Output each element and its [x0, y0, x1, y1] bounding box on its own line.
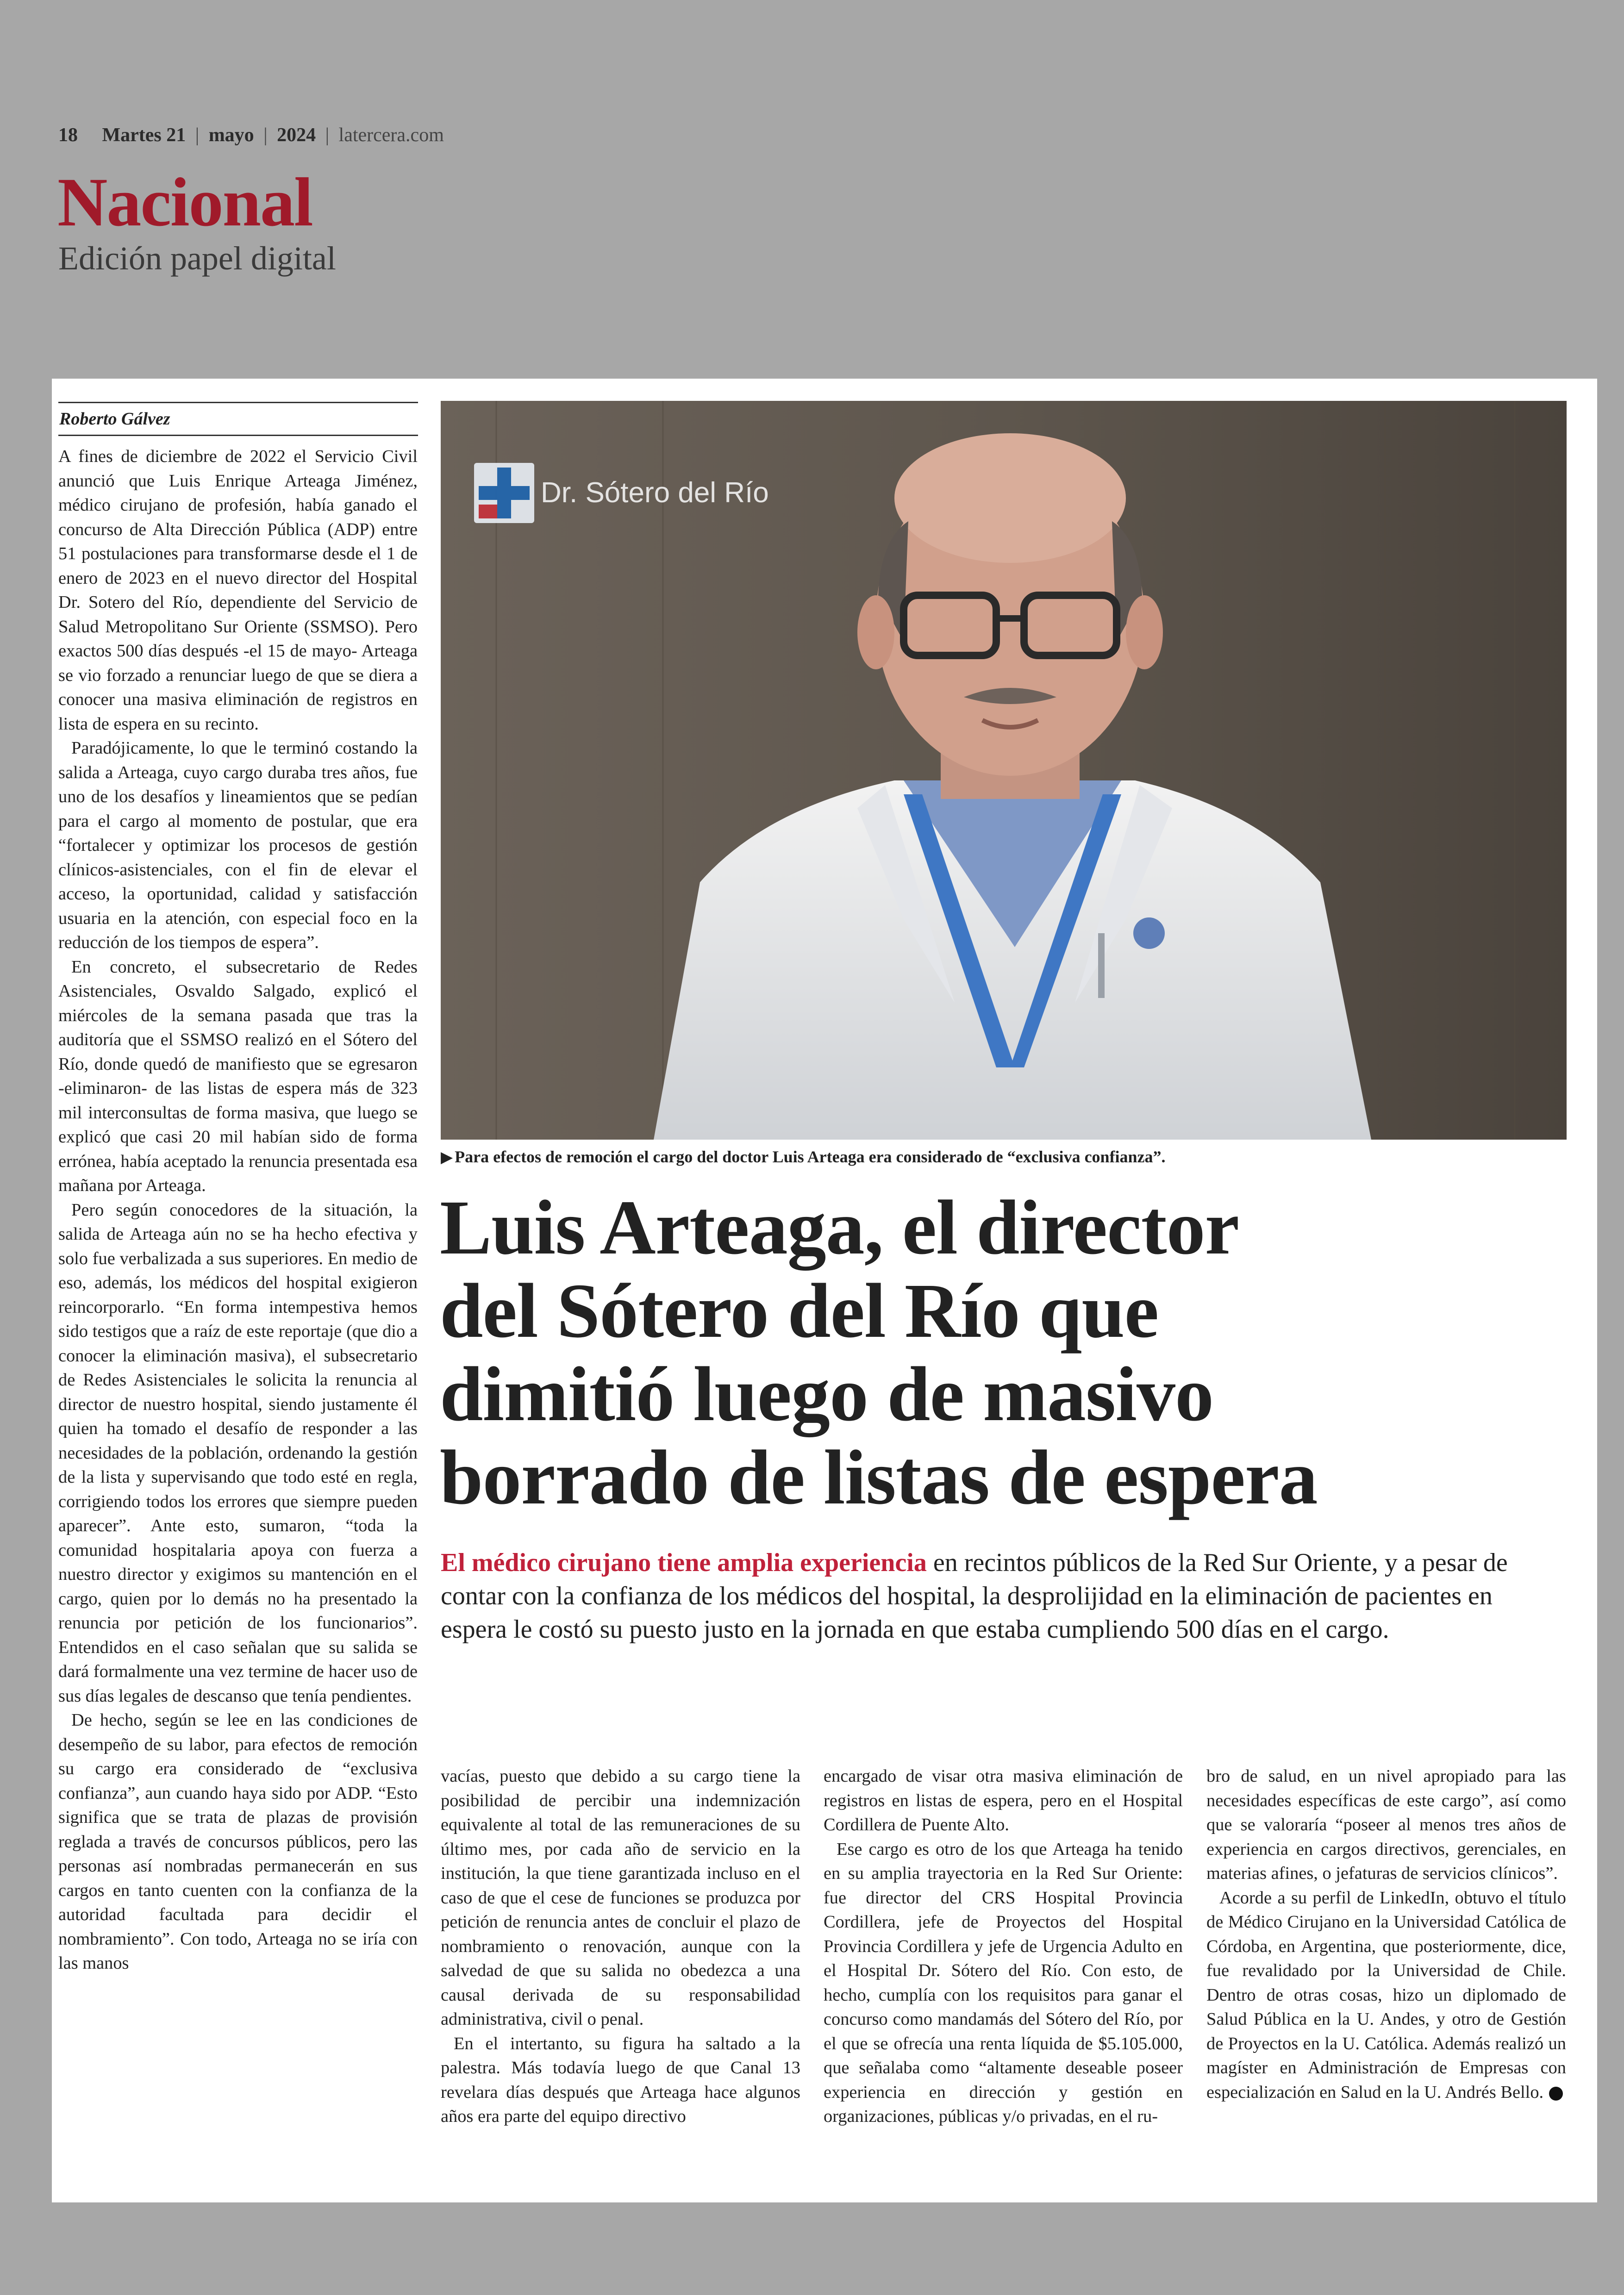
- paragraph: bro de salud, en un nivel apropiado para las necesidades específicas de este cargo”, así como que se valoraría “poseer al menos tres años de experiencia en cargos directivos, gerenciales, en materias afines, o jefaturas de servicios clínicos”.: [1206, 1766, 1566, 1883]
- paragraph: En el intertanto, su figura ha saltado a la palestra. Más todavía luego de que Canal 13 revelara días después que Arteaga hace algunos años era parte del equipo directivo: [441, 2033, 800, 2126]
- paragraph: En concreto, el subsecretario de Redes Asistenciales, Osvaldo Salgado, explicó el miércoles de la semana pasada que tras la auditoría que el SSMSO realizó en el Sótero del Río, donde quedó de manifiesto que se egresaron -eliminaron- de las listas de espera más de 323 mil interconsultas de forma masiva, que luego se explicó que casi 20 mil habían sido de forma errónea, había aceptado la renuncia presentada esa mañana por Arteaga.: [58, 957, 418, 1195]
- section-title: Nacional: [57, 164, 312, 241]
- separator: |: [195, 125, 200, 146]
- headline-line: dimitió luego de masivo: [440, 1351, 1214, 1437]
- body-column-3: [824, 1764, 1183, 2129]
- end-of-article-icon: [1549, 2087, 1563, 2101]
- body-column-4: [1206, 1764, 1566, 2104]
- headline-line: borrado de listas de espera: [440, 1434, 1318, 1521]
- date-year: 2024: [277, 125, 316, 146]
- date-weekday-day: Martes 21: [102, 125, 186, 146]
- hospital-logo-text: Dr. Sótero del Río: [541, 477, 769, 509]
- paragraph: Paradójicamente, lo que le terminó costando la salida a Arteaga, cuyo cargo duraba tres años, fue uno de los desafíos y lineamientos que se pedían para el cargo al momento de postular, que era “fortalecer y optimizar los procesos de gestión clínicos-asistenciales, con el fin de elevar el acceso, la oportunidad, calidad y satisfacción usuaria en la atención, con especial foco en la reducción de los tiempos de espera”.: [58, 738, 418, 952]
- date-month: mayo: [208, 125, 254, 146]
- body-column-1: [58, 444, 418, 1976]
- separator: |: [263, 125, 268, 146]
- paragraph: A fines de diciembre de 2022 el Servicio Civil anunció que Luis Enrique Arteaga Jiménez, médico cirujano de profesión, había ganado el concurso de Alta Dirección Pública (ADP) entre 51 postulaciones para transformarse desde el 1 de enero de 2023 en el nuevo director del Hospital Dr. Sotero del Río, dependiente del Servicio de Salud Metropolitano Sur Oriente (SSMSO). Pero exactos 500 días después -el 15 de mayo- Arteaga se vio forzado a renunciar luego de que se diera a conocer una masiva eliminación de registros en lista de espera en su recinto.: [58, 447, 418, 734]
- article-photo: [441, 401, 1567, 1140]
- separator: |: [325, 125, 330, 146]
- body-column-2: [441, 1764, 800, 2129]
- photo-caption: [441, 1147, 1567, 1166]
- headline-line: Luis Arteaga, el director: [440, 1185, 1239, 1271]
- headline: [440, 1186, 1569, 1519]
- site-name: latercera.com: [338, 125, 444, 146]
- paragraph: vacías, puesto que debido a su cargo tiene la posibilidad de percibir una indemnización equivalente al total de las remuneraciones de su último mes, por cada año de servicio en la institución, la que tiene garantizada incluso en el caso de que el cese de funciones se produzca por petición de renuncia antes de concluir el plazo de nombramiento o renovación, aunque con la salvedad de que su salida no obedezca a una causal derivada de su responsabilidad administrativa, civil o penal.: [441, 1766, 800, 2029]
- paragraph: Pero según conocedores de la situación, la salida de Arteaga aún no se ha hecho efectiva y solo fue verbalizada a sus superiores. En medio de eso, además, los médicos del hospital exigieron reincorporarlo. “En forma intempestiva hemos sido testigos que a raíz de este reportaje (que dio a conocer la eliminación masiva), el subsecretario de Redes Asistenciales le solicita la renuncia al director de nuestro hospital, siendo justamente él quien ha tomado el desafío de responder a las necesidades de la población, ordenando la gestión de la lista y supervisando que todo esté en regla, corrigiendo todos los errores que siempre pueden aparecer”. Ante esto, sumaron, “toda la comunidad hospitalaria apoya con fuerza a nuestro director y exigimos su mantención en el cargo, quien por lo demás no ha presentado la renuncia por petición de los funcionarios”. Entendidos en el caso señalan que su salida se dará formalmente una vez termine de hacer uso de sus días legales de descanso que tenía pendientes.: [58, 1200, 418, 1706]
- caption-marker-icon: ▶: [441, 1149, 453, 1166]
- page-number: 18: [58, 125, 78, 146]
- deck-lead: El médico cirujano tiene amplia experiencia: [441, 1548, 927, 1577]
- paragraph-text: Acorde a su perfil de LinkedIn, obtuvo el título de Médico Cirujano en la Universidad Católica de Córdoba, en Argentina, que posteriormente, dice, fue revalidado por la Universidad de Chile. Dentro de otras cosas, hizo un diplomado de Salud Pública en la U. Andes, y otro de Gestión de Proyectos en la U. Católica. Además realizó un magíster en Administración de Empresas con especialización en Salud en la U. Andrés Bello.: [1206, 1888, 1566, 2102]
- paragraph: Ese cargo es otro de los que Arteaga ha tenido en su amplia trayectoria en la Red Sur Oriente: fue director del CRS Hospital Provincia Cordillera, jefe de Proyectos del Hospital Provincia Cordillera y jefe de Urgencia Adulto en el Hospital Dr. Sótero del Río. Con esto, de hecho, cumplía con los requisitos para ganar el concurso como mandamás del Sótero del Río, por el que se ofrecía una renta líquida de $5.105.000, que señalaba como “altamente deseable poseer experiencia en dirección y gestión en organizaciones, públicas y/o privadas, en el ru-: [824, 1839, 1183, 2126]
- caption-text: Para efectos de remoción el cargo del doctor Luis Arteaga era considerado de “exclusiva confianza”.: [455, 1148, 1166, 1166]
- byline: Roberto Gálvez: [58, 402, 418, 436]
- paragraph: De hecho, según se lee en las condiciones de desempeño de su labor, para efectos de remoción su cargo era considerado de “exclusiva confianza”, aun cuando haya sido por ADP. “Esto significa que se trata de plazas de provisión reglada a través de concursos públicos, pero las personas así nombradas permanecerán en sus cargos en tanto cuenten con la confianza de la autoridad facultada para decidir el nombramiento”. Con todo, Arteaga no se iría con las manos: [58, 1710, 418, 1973]
- page-header: [58, 124, 444, 146]
- headline-line: del Sótero del Río que: [440, 1268, 1159, 1354]
- section-subtitle: Edición papel digital: [58, 240, 336, 277]
- paragraph: [1206, 1886, 1566, 2105]
- paragraph: encargado de visar otra masiva eliminación de registros en listas de espera, pero en el Hospital Cordillera de Puente Alto.: [824, 1766, 1183, 1834]
- deck: [441, 1546, 1561, 1646]
- hospital-logo: [474, 463, 769, 523]
- deck-rest: en recintos públicos de la Red Sur Oriente, y a pesar de contar con la confianza de los médicos del hospital, la desprolijidad en la eliminación de pacientes en espera le costó su puesto justo en la jornada en que estaba cumpliendo 500 días en el cargo.: [441, 1548, 1508, 1644]
- hospital-cross-icon: [474, 463, 534, 523]
